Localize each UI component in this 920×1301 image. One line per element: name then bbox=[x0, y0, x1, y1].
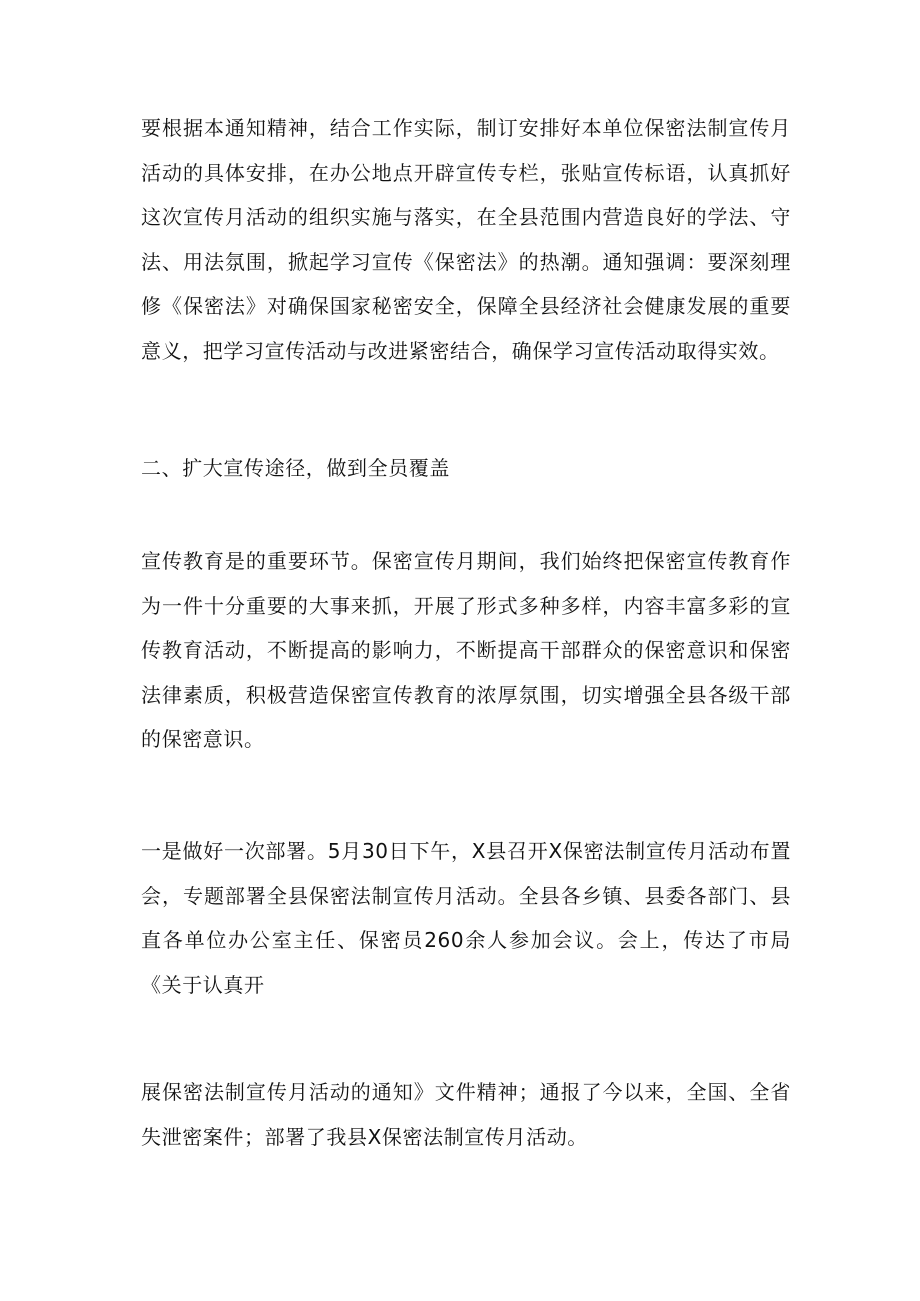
paragraph-publicity-education: 宣传教育是的重要环节。保密宣传月期间，我们始终把保密宣传教育作为一件十分重要的大事来抓，开展了形式多种多样，内容丰富多彩的宣传教育活动，不断提高的影响力，不断提高干部群众的保密意识和保密法律素质，积极营造保密宣传教育的浓厚氛围，切实增强全县各级干部的保密意识。 bbox=[141, 549, 791, 751]
section-heading: 二、扩大宣传途径，做到全员覆盖 bbox=[141, 456, 450, 480]
paragraph-notice-requirements: 要根据本通知精神，结合工作实际，制订安排好本单位保密法制宣传月活动的具体安排，在办公地点开辟宣传专栏，张贴宣传标语，认真抓好这次宣传月活动的组织实施与落实，在全县范围内营造良好的学法、守法、用法氛围，掀起学习宣传《保密法》的热潮。通知强调：要深刻理修《保密法》对确保国家秘密安全，保障全县经济社会健康发展的重要意义，把学习宣传活动与改进紧密结合，确保学习宣传活动取得实效。 bbox=[141, 116, 791, 363]
paragraph-deployment-meeting: 一是做好一次部署。5月30日下午，X县召开X保密法制宣传月活动布置会，专题部署全县保密法制宣传月活动。全县各乡镇、县委各部门、县直各单位办公室主任、保密员260余人参加会议。会上，传达了市局《关于认真开 bbox=[141, 839, 791, 997]
paragraph-deployment-continued: 展保密法制宣传月活动的通知》文件精神；通报了今以来，全国、全省失泄密案件；部署了我县X保密法制宣传月活动。 bbox=[141, 1080, 791, 1149]
